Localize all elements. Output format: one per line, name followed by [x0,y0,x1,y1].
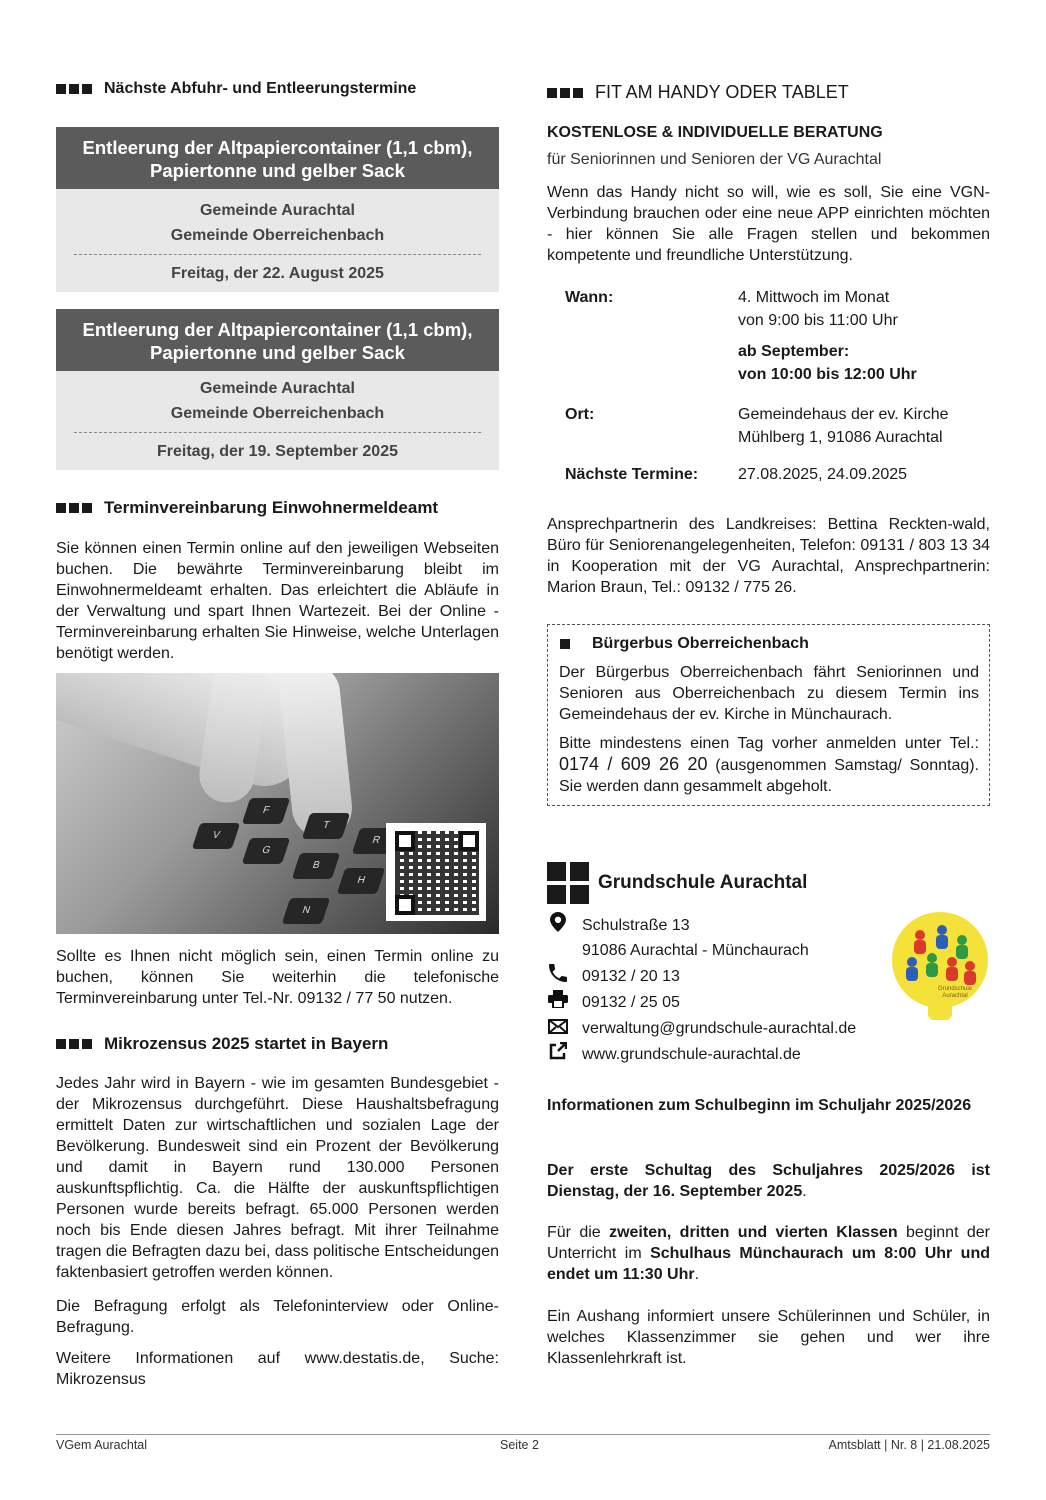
municipality-aurachtal: Gemeinde Aurachtal [199,380,355,397]
pickup-box-title: Entleerung der Altpapiercontainer (1,1 cbm), Papiertonne und gelber Sack [56,127,499,189]
buergerbus-text: Der Bürgerbus Oberreichenbach fährt Seniorinnen und Senioren aus Oberreichenbach zu diesem Termin ins Gemeindehaus der ev. Kirche in Münchaurach. [559,664,979,723]
keyboard-key: V [192,823,240,849]
classroom-notice-text: Ein Aushang informiert unsere Schülerinnen und Schüler, in welches Klassenzimmer sie gehen und wer ihre Klassenlehrkraft ist. [547,1308,990,1367]
bullet-squares-icon [547,88,586,98]
school-email[interactable]: verwaltung@grundschule-aurachtal.de [547,1016,856,1042]
location-pin-icon [547,912,569,940]
dashed-divider [74,432,481,433]
classes-schedule-text: Für die zweiten, dritten und vierten Klassen beginnt der Unterricht im Schulhaus Münchaurach um 8:00 Uhr und endet um 11:30 Uhr. [547,1224,991,1283]
external-link-icon [547,1042,569,1068]
mikrozensus-text: Jedes Jahr wird in Bayern - wie im gesamten Bundesgebiet - der Mikrozensus durchgeführt. Diese Haushaltsbefragung ermittelt Daten zur wirtschaftlichen und sozialen Lage der Bevölkerung. Bundesweit sind ein Prozent der Bevölkerung und damit in Bayern rund 130.000 Personen auskunftspflichtig. Ca. die Hälfte der auskunftspflichtigen Personen wurde bereits befragt. 65.000 Personen werden noch bis Ende diesen Jahres befragt. Mit ihrer Teilnahme tragen die Befragten dazu bei, dass politische Entscheidungen faktenbasiert getroffen werden können. [56,1075,499,1281]
buergerbus-phone: 0174 / 609 26 20 [559,754,708,774]
phone-icon [547,964,569,990]
keyboard-key: T [302,813,350,839]
termine-label: Nächste Termine: [565,466,699,483]
school-address-street: Schulstraße 13 [547,912,690,940]
schulbeginn-heading: Informationen zum Schulbeginn im Schuljahr 2025/2026 [547,1097,972,1114]
ort-label: Ort: [565,406,595,423]
keyboard-photo [56,673,499,934]
termine-value: 27.08.2025, 24.09.2025 [738,466,908,483]
bullet-squares-icon [56,503,95,513]
footer-page-number: Seite 2 [500,1438,539,1452]
municipality-oberreichenbach: Gemeinde Oberreichenbach [170,227,385,244]
wann-label: Wann: [565,289,614,306]
pickup-box-september [56,309,499,470]
footer-issue: Amtsblatt | Nr. 8 | 21.08.2025 [828,1438,990,1452]
first-schoolday-text: Der erste Schultag des Schuljahres 2025/2026 ist Dienstag, der 16. September 2025. [547,1162,990,1200]
school-squares-icon [547,862,589,904]
keyboard-key: F [242,798,290,824]
section-heading-einwohnermeldeamt: Terminvereinbarung Einwohnermeldeamt [56,498,438,518]
school-logo-text: Grundschule Aurachtal [937,986,973,999]
school-address-city: 91086 Aurachtal - Münchaurach [582,942,809,959]
keyboard-key: N [282,898,330,924]
school-phone[interactable]: 09132 / 20 13 [547,964,680,990]
appointment-text: Sie können einen Termin online auf den jeweiligen Webseiten buchen. Die bewährte Terminvereinbarung bleibt im Einwohnermeldeamt erhalten. Das erleichtert die Abläufe in der Verwaltung und spart Ihnen Wartezeit. Bei der Online - Terminvereinbarung erhalten Sie Hinweise, welche Unterlagen benötigt werden. [56,540,499,662]
municipality-oberreichenbach: Gemeinde Oberreichenbach [170,405,385,422]
phone-appointment-text: Sollte es Ihnen nicht möglich sein, einen Termin online zu buchen, können Sie weiterhin die telefonische Terminvereinbarung unter Tel.-Nr. 09132 / 77 50 nutzen. [56,948,499,1007]
wann-value: 4. Mittwoch im Monat von 9:00 bis 11:00 Uhr ab September: von 10:00 bis 12:00 Uhr [738,289,917,383]
contact-text: Ansprechpartnerin des Landkreises: Bettina Reckten-wald, Büro für Seniorenangelegenheiten, Telefon: 09131 / 803 13 34 in Kooperation mit der VG Aurachtal, Ansprechpartnerin: Marion Braun, Tel.: 09132 / 775 26. [547,516,990,596]
pickup-date: Freitag, der 22. August 2025 [171,265,384,282]
buergerbus-box [547,624,990,806]
beratung-subtitle: KOSTENLOSE & INDIVIDUELLE BERATUNG [547,124,883,141]
bullet-squares-icon [56,1039,95,1049]
keyboard-key: G [242,838,290,864]
footer-divider [56,1434,990,1435]
buergerbus-registration: Bitte mindestens einen Tag vorher anmelden unter Tel.: 0174 / 609 26 20 (ausgenommen Samstag/ Sonntag). Sie werden dann gesammelt abgeholt. [559,735,980,795]
ort-value: Gemeindehaus der ev. Kirche Mühlberg 1, 91086 Aurachtal [738,406,949,446]
buergerbus-heading: Bürgerbus Oberreichenbach [559,635,979,653]
section-heading-grundschule: Grundschule Aurachtal [547,862,807,904]
section-heading-mikrozensus: Mikrozensus 2025 startet in Bayern [56,1034,388,1054]
municipality-aurachtal: Gemeinde Aurachtal [199,202,355,219]
keyboard-key: R [352,828,400,854]
section-heading-abfuhr: Nächste Abfuhr- und Entleerungstermine [56,80,416,98]
pickup-box-august [56,127,499,292]
beratung-audience: für Seniorinnen und Senioren der VG Aurachtal [547,151,882,168]
envelope-icon [547,1016,569,1042]
school-logo [890,910,990,1025]
footer-publisher: VGem Aurachtal [56,1438,148,1452]
printer-icon [547,990,569,1016]
section-heading-fit-am-handy: FIT AM HANDY ODER TABLET [547,82,849,103]
keyboard-key: H [337,868,385,894]
school-website[interactable]: www.grundschule-aurachtal.de [547,1042,801,1068]
beratung-intro: Wenn das Handy nicht so will, wie es soll, Sie eine VGN-Verbindung brauchen oder eine neue APP einrichten möchten - hier können Sie alle Fragen stellen und bekommen kompetente und freundliche Unterstützung. [547,184,990,264]
bullet-square-icon [560,639,570,649]
mikrozensus-more-info: Weitere Informationen auf www.destatis.de, Suche: Mikrozensus [56,1350,499,1388]
dashed-divider [74,254,481,255]
bullet-squares-icon [56,84,95,94]
pickup-box-title: Entleerung der Altpapiercontainer (1,1 cbm), Papiertonne und gelber Sack [56,309,499,371]
mikrozensus-method-text: Die Befragung erfolgt als Telefoninterview oder Online-Befragung. [56,1298,499,1336]
pickup-date: Freitag, der 19. September 2025 [157,443,398,460]
qr-code[interactable] [386,823,486,921]
keyboard-key: B [292,853,340,879]
school-fax: 09132 / 25 05 [547,990,680,1016]
